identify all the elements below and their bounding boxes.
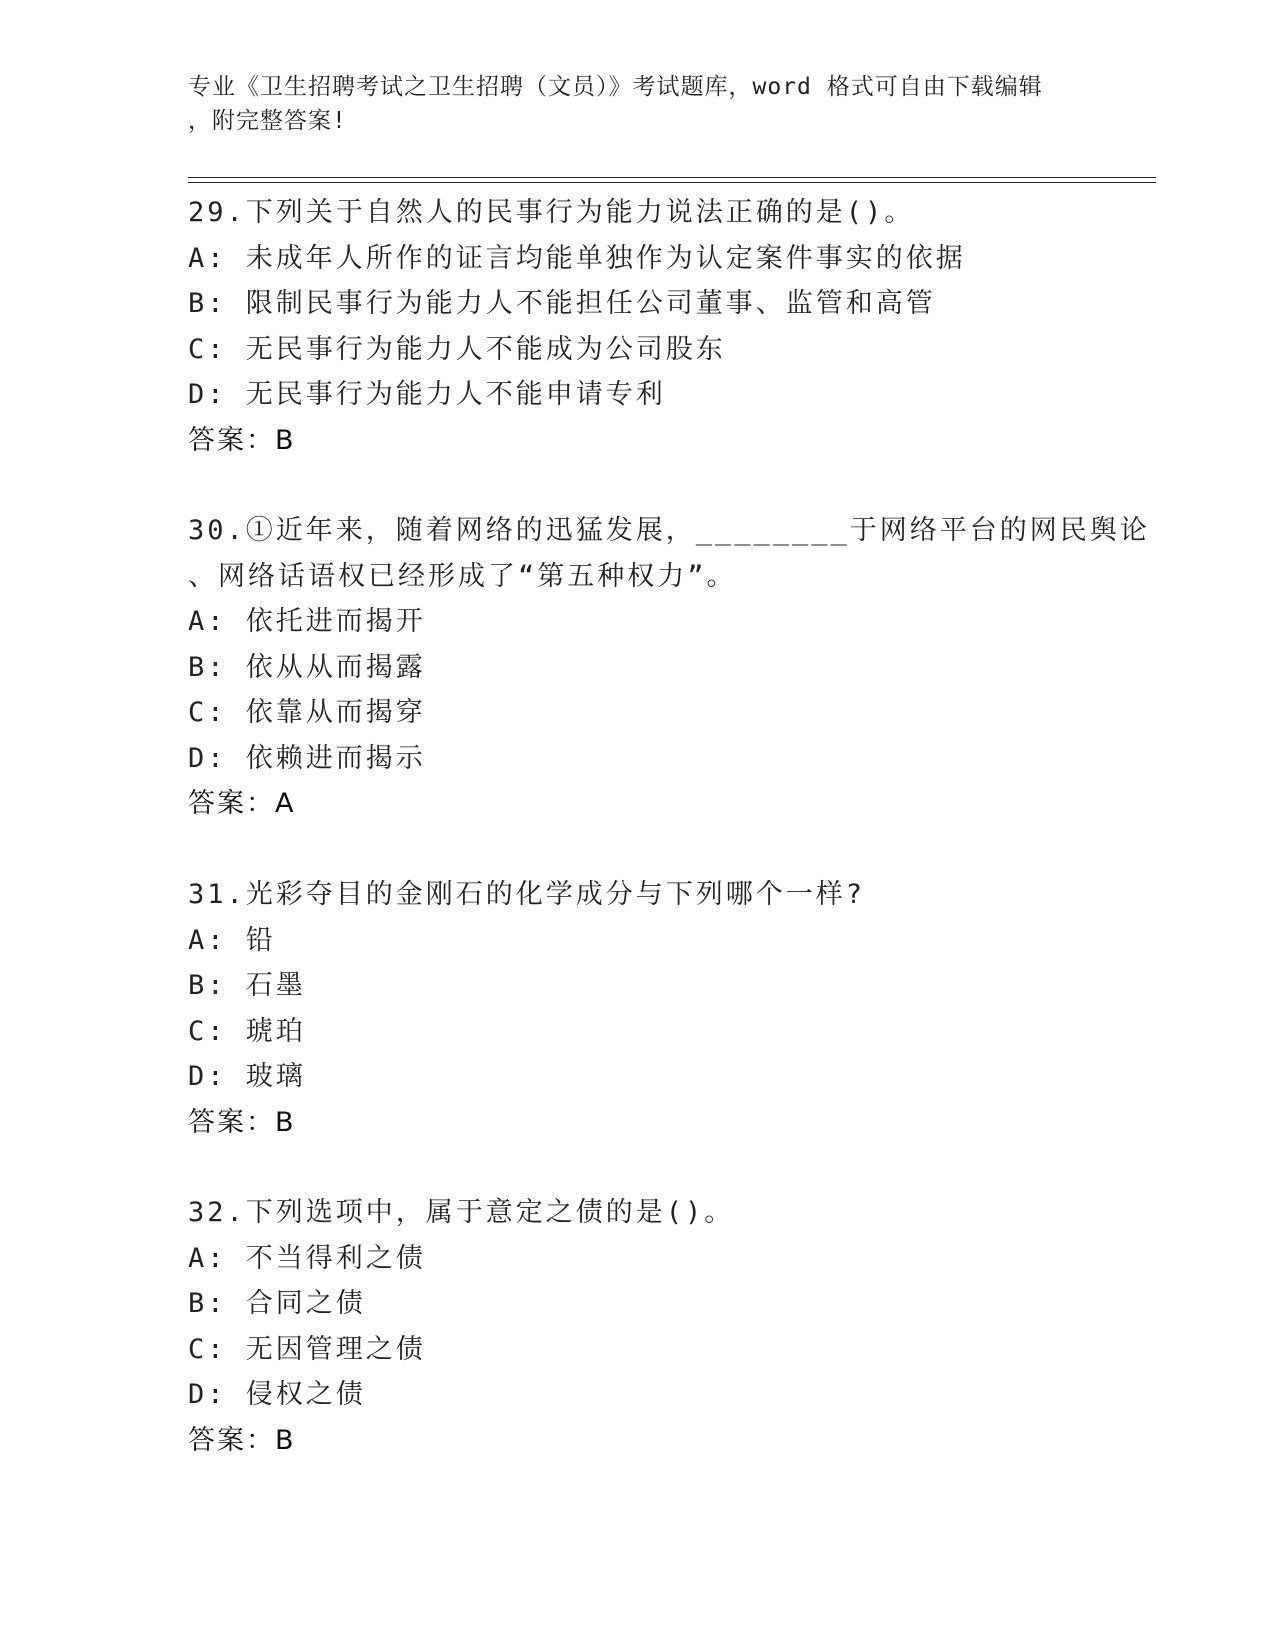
option-text: 不当得利之债 — [245, 1242, 426, 1274]
option-text: 依靠从而揭穿 — [245, 697, 426, 728]
option-c — [188, 1327, 1148, 1373]
option-b — [188, 963, 1148, 1009]
option-letter: A: — [188, 606, 227, 637]
option-text: 依赖进而揭示 — [245, 742, 426, 774]
option-letter: C: — [188, 333, 227, 365]
header-divider-top — [188, 177, 1156, 178]
option-a — [188, 599, 1148, 645]
option-letter: D: — [188, 1379, 227, 1410]
answer-line: 答案：B — [188, 1424, 296, 1456]
option-letter: D: — [188, 1061, 227, 1092]
option-text: 依托进而揭开 — [245, 606, 426, 637]
answer-line: 答案：B — [188, 1106, 296, 1138]
option-text: 未成年人所作的证言均能单独作为认定案件事实的依据 — [245, 242, 966, 274]
option-text: 合同之债 — [245, 1288, 366, 1319]
option-d — [188, 1372, 1148, 1418]
document-header — [188, 70, 1088, 138]
option-letter: C: — [188, 1015, 227, 1047]
option-c — [188, 1009, 1148, 1055]
option-letter: B: — [188, 970, 227, 1001]
answer-line: 答案：B — [188, 424, 296, 456]
option-text: 铅 — [245, 924, 276, 956]
option-b — [188, 281, 1148, 327]
option-b — [188, 645, 1148, 691]
option-letter: B: — [188, 1288, 227, 1319]
question-stem-continued: 、网络话语权已经形成了“第五种权力”。 — [188, 560, 737, 592]
option-text: 石墨 — [245, 970, 306, 1001]
option-d — [188, 1054, 1148, 1100]
question-30 — [188, 508, 1148, 827]
option-letter: C: — [188, 1333, 227, 1365]
option-c — [188, 327, 1148, 373]
option-letter: C: — [188, 697, 227, 728]
option-text: 限制民事行为能力人不能担任公司董事、监管和高管 — [245, 288, 936, 319]
option-a — [188, 236, 1148, 282]
question-stem: 32.下列选项中，属于意定之债的是()。 — [188, 1197, 735, 1228]
option-text: 玻璃 — [245, 1061, 306, 1092]
option-a — [188, 918, 1148, 964]
answer-line: 答案：A — [188, 788, 296, 819]
header-divider-bottom — [188, 182, 1156, 183]
option-letter: B: — [188, 288, 227, 319]
question-stem: 31.光彩夺目的金刚石的化学成分与下列哪个一样? — [188, 879, 866, 910]
header-line-2: ，附完整答案! — [188, 108, 347, 134]
option-text: 无民事行为能力人不能成为公司股东 — [245, 333, 726, 365]
option-text: 琥珀 — [245, 1015, 306, 1047]
option-letter: B: — [188, 651, 227, 683]
option-d — [188, 736, 1148, 782]
option-text: 侵权之债 — [245, 1379, 366, 1410]
option-letter: D: — [188, 379, 227, 410]
option-a — [188, 1236, 1148, 1282]
option-text: 无民事行为能力人不能申请专利 — [245, 379, 666, 410]
option-c — [188, 690, 1148, 736]
option-b — [188, 1281, 1148, 1327]
option-d — [188, 372, 1148, 418]
option-letter: D: — [188, 742, 227, 774]
question-31 — [188, 872, 1148, 1145]
option-letter: A: — [188, 1242, 227, 1274]
header-line-1: 专业《卫生招聘考试之卫生招聘（文员）》考试题库，word 格式可自由下载编辑 — [188, 74, 1043, 100]
option-letter: A: — [188, 242, 227, 274]
question-stem: 30.①近年来，随着网络的迅猛发展，________于网络平台的网民舆论 — [188, 515, 1150, 546]
question-29 — [188, 190, 1148, 463]
question-32 — [188, 1190, 1148, 1463]
option-letter: A: — [188, 924, 227, 956]
option-text: 无因管理之债 — [245, 1333, 426, 1365]
question-stem: 29.下列关于自然人的民事行为能力说法正确的是()。 — [188, 197, 915, 228]
option-text: 依从从而揭露 — [245, 651, 426, 683]
